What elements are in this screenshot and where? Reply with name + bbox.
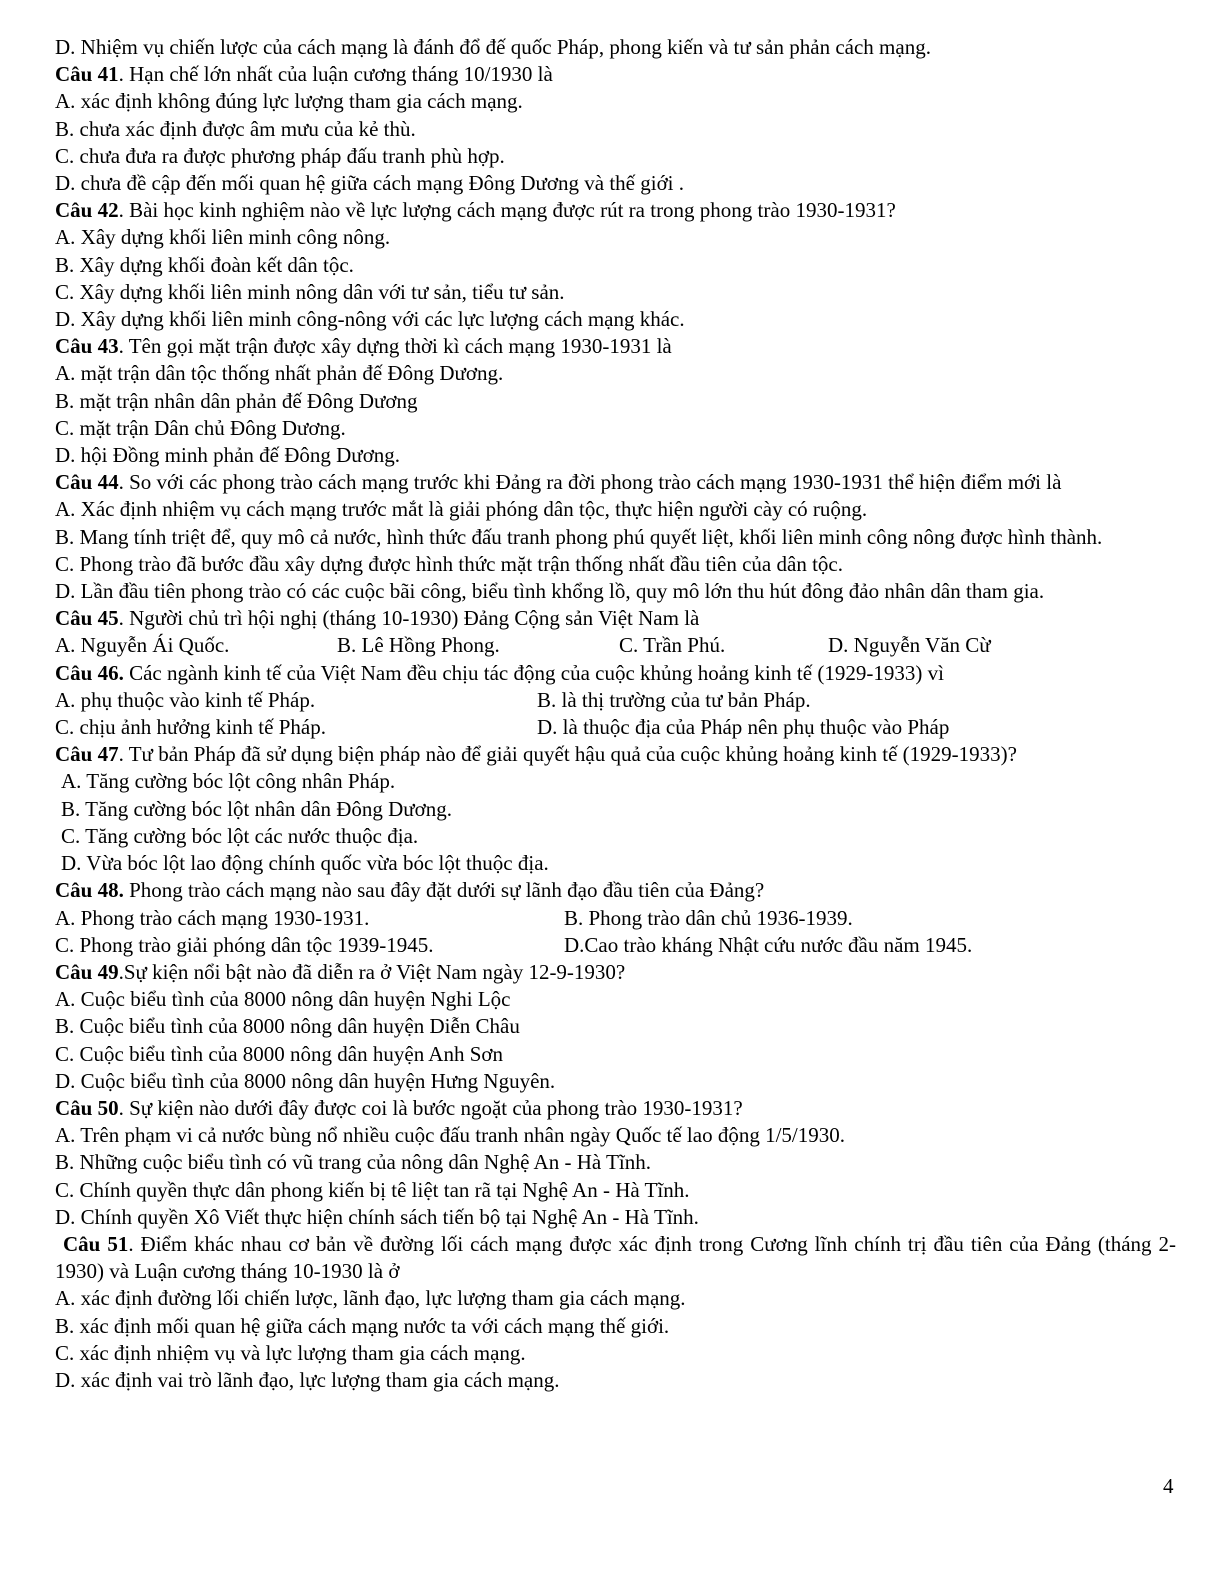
question-text: . Tên gọi mặt trận được xây dựng thời kì cách mạng 1930-1931 là	[118, 334, 672, 359]
answer-option: D. Xây dựng khối liên minh công-nông với các lực lượng cách mạng khác.	[55, 307, 685, 332]
question-label: Câu 51	[63, 1231, 129, 1256]
question-43	[55, 333, 1176, 360]
answer-option: C. Chính quyền thực dân phong kiến bị tê liệt tan rã tại Nghệ An - Hà Tĩnh.	[55, 1177, 690, 1202]
question-label: Câu 41	[55, 62, 119, 87]
question-label: Câu 48.	[55, 878, 124, 903]
answer-option: C. Phong trào đã bước đầu xây dựng được hình thức mặt trận thống nhất đầu tiên của dân tộc.	[55, 551, 843, 576]
question-50	[55, 1095, 1176, 1122]
question-text: . Sự kiện nào dưới đây được coi là bước ngoặt của phong trào 1930-1931?	[118, 1095, 743, 1120]
answer-option: A. Nguyễn Ái Quốc.	[55, 633, 230, 658]
answer-option: C. chịu ảnh hưởng kinh tế Pháp.	[55, 715, 326, 740]
answer-option: B. Những cuộc biểu tình có vũ trang của nông dân Nghệ An - Hà Tĩnh.	[55, 1150, 651, 1175]
question-label: Câu 45	[55, 606, 119, 631]
answer-option: C. chưa đưa ra được phương pháp đấu tranh phù hợp.	[55, 143, 505, 168]
answer-option: C. Phong trào giải phóng dân tộc 1939-1945.	[55, 932, 434, 957]
answer-option: A. Xây dựng khối liên minh công nông.	[55, 225, 391, 250]
question-41	[55, 61, 1176, 88]
answer-option: B. mặt trận nhân dân phản đế Đông Dương	[55, 388, 418, 413]
answer-option: D. Nguyễn Văn Cừ	[828, 633, 991, 658]
question-51	[55, 1231, 1176, 1285]
answer-option: A. xác định đường lối chiến lược, lãnh đạo, lực lượng tham gia cách mạng.	[55, 1286, 686, 1311]
answer-option: A. Cuộc biểu tình của 8000 nông dân huyện Nghi Lộc	[55, 987, 511, 1012]
answer-option: C. xác định nhiệm vụ và lực lượng tham gia cách mạng.	[55, 1340, 526, 1365]
answer-option: D. xác định vai trò lãnh đạo, lực lượng tham gia cách mạng.	[55, 1367, 560, 1392]
answer-option: B. Phong trào dân chủ 1936-1939.	[564, 905, 853, 930]
answer-row	[55, 687, 1176, 714]
question-label: Câu 46.	[55, 660, 124, 685]
answer-option: D. chưa đề cập đến mối quan hệ giữa cách mạng Đông Dương và thế giới .	[55, 171, 685, 196]
answer-option: C. Xây dựng khối liên minh nông dân với tư sản, tiểu tư sản.	[55, 279, 565, 304]
answer-option: D. Nhiệm vụ chiến lược của cách mạng là đánh đổ đế quốc Pháp, phong kiến và tư sản phản cách mạng.	[55, 35, 931, 59]
answer-option: A. Trên phạm vi cả nước bùng nổ nhiều cuộc đấu tranh nhân ngày Quốc tế lao động 1/5/1930.	[55, 1123, 846, 1148]
answer-option: B. Xây dựng khối đoàn kết dân tộc.	[55, 252, 354, 277]
answer-option: C. Trần Phú.	[619, 633, 726, 658]
answer-option: D. là thuộc địa của Pháp nên phụ thuộc vào Pháp	[537, 715, 950, 740]
answer-option: C. Tăng cường bóc lột các nước thuộc địa.	[61, 823, 419, 848]
question-label: Câu 50	[55, 1095, 119, 1120]
answer-row	[55, 632, 1176, 659]
question-label: Câu 49	[55, 959, 119, 984]
question-49	[55, 959, 1176, 986]
question-text: . Hạn chế lớn nhất của luận cương tháng 10/1930 là	[118, 62, 553, 87]
question-42	[55, 197, 1176, 224]
answer-row	[55, 905, 1176, 932]
question-text: . So với các phong trào cách mạng trước khi Đảng ra đời phong trào cách mạng 1930-1931 thể hiện điểm mới là	[118, 470, 1062, 495]
answer-row	[55, 932, 1176, 959]
question-text: . Bài học kinh nghiệm nào về lực lượng cách mạng được rút ra trong phong trào 1930-1931?	[118, 198, 896, 223]
question-text: Phong trào cách mạng nào sau đây đặt dưới sự lãnh đạo đầu tiên của Đảng?	[123, 878, 765, 903]
answer-option: A. Phong trào cách mạng 1930-1931.	[55, 905, 370, 930]
question-text: .Sự kiện nổi bật nào đã diễn ra ở Việt Nam ngày 12-9-1930?	[118, 959, 626, 984]
answer-option: B. chưa xác định được âm mưu của kẻ thù.	[55, 116, 416, 141]
answer-option: B. Lê Hồng Phong.	[337, 633, 500, 658]
question-label: Câu 42	[55, 198, 119, 223]
answer-option: A. phụ thuộc vào kinh tế Pháp.	[55, 687, 316, 712]
answer-option: B. Cuộc biểu tình của 8000 nông dân huyện Diễn Châu	[55, 1014, 520, 1039]
answer-option: B. Tăng cường bóc lột nhân dân Đông Dương.	[61, 796, 453, 821]
answer-option: D. Lần đầu tiên phong trào có các cuộc bãi công, biểu tình khổng lồ, quy mô lớn thu hút đông đảo nhân dân tham gia.	[55, 579, 1045, 604]
answer-option: D. Cuộc biểu tình của 8000 nông dân huyện Hưng Nguyên.	[55, 1068, 556, 1093]
question-47	[55, 741, 1176, 768]
answer-option: A. Tăng cường bóc lột công nhân Pháp.	[61, 769, 396, 794]
answer-option: B. là thị trường của tư bản Pháp.	[537, 687, 811, 712]
question-text: Các ngành kinh tế của Việt Nam đều chịu tác động của cuộc khủng hoảng kinh tế (1929-1933) vì	[123, 660, 944, 685]
question-text: . Điểm khác nhau cơ bản về đường lối cách mạng được xác định trong Cương lĩnh chính trị đầu tiên của Đảng (tháng 2-1930) và Luận cương tháng 10-1930 là ở	[55, 1231, 1176, 1284]
question-text: . Người chủ trì hội nghị (tháng 10-1930) Đảng Cộng sản Việt Nam là	[118, 606, 700, 631]
answer-row	[55, 714, 1176, 741]
answer-option: A. xác định không đúng lực lượng tham gia cách mạng.	[55, 89, 523, 114]
question-45	[55, 605, 1176, 632]
answer-option: C. Cuộc biểu tình của 8000 nông dân huyện Anh Sơn	[55, 1041, 503, 1066]
answer-option: D. Vừa bóc lột lao động chính quốc vừa bóc lột thuộc địa.	[61, 851, 549, 876]
answer-option: B. Mang tính triệt để, quy mô cả nước, hình thức đấu tranh phong phú quyết liệt, khối liên minh công nông được hình thành.	[55, 524, 1103, 549]
answer-option: C. mặt trận Dân chủ Đông Dương.	[55, 415, 346, 440]
answer-option: D.Cao trào kháng Nhật cứu nước đầu năm 1945.	[564, 932, 973, 957]
document-page	[55, 34, 1176, 1394]
question-46	[55, 660, 1176, 687]
question-text: . Tư bản Pháp đã sử dụng biện pháp nào để giải quyết hậu quả của cuộc khủng hoảng kinh tế (1929-1933)?	[118, 742, 1017, 767]
question-label: Câu 43	[55, 334, 119, 359]
question-label: Câu 47	[55, 742, 119, 767]
page-number: 4	[1163, 1474, 1174, 1498]
question-44	[55, 469, 1176, 496]
answer-option: A. Xác định nhiệm vụ cách mạng trước mắt là giải phóng dân tộc, thực hiện người cày có ruộng.	[55, 497, 868, 522]
answer-option: D. Chính quyền Xô Viết thực hiện chính sách tiến bộ tại Nghệ An - Hà Tĩnh.	[55, 1204, 699, 1229]
question-48	[55, 877, 1176, 904]
question-label: Câu 44	[55, 470, 119, 495]
answer-option: B. xác định mối quan hệ giữa cách mạng nước ta với cách mạng thế giới.	[55, 1313, 670, 1338]
answer-option: A. mặt trận dân tộc thống nhất phản đế Đông Dương.	[55, 361, 504, 386]
answer-option: D. hội Đồng minh phản đế Đông Dương.	[55, 443, 401, 468]
